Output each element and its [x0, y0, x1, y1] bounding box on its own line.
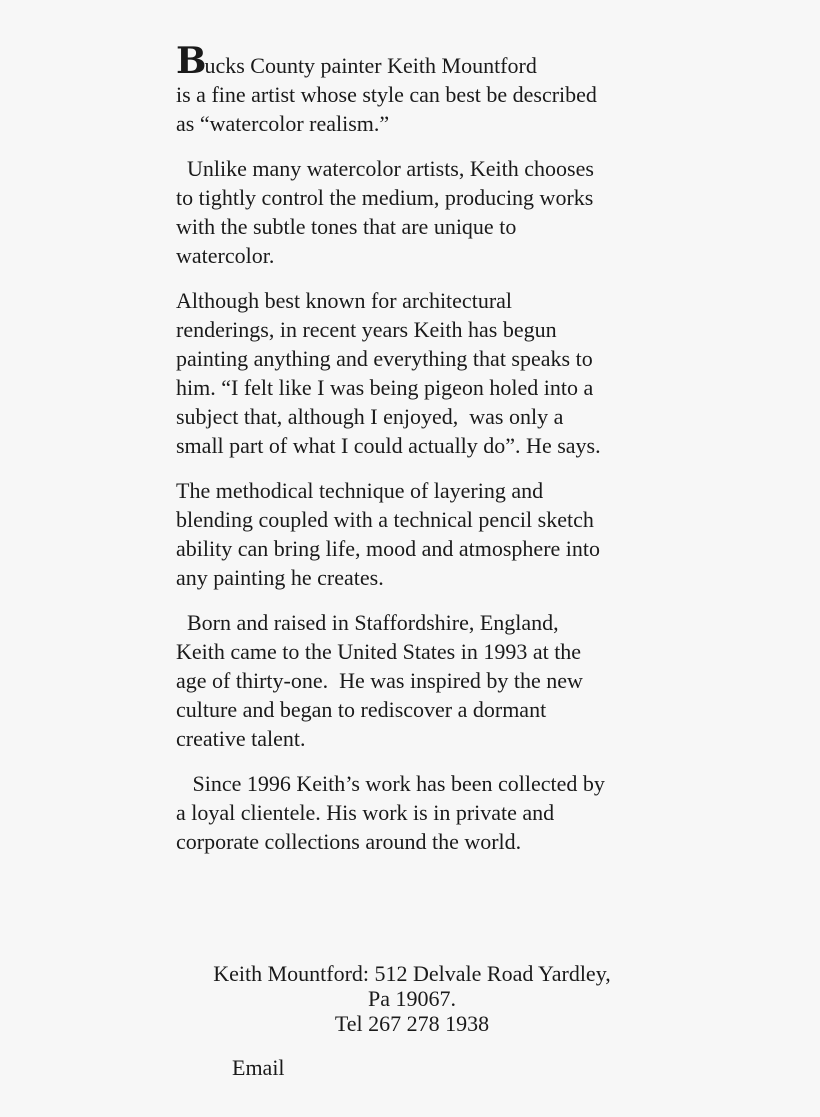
text-line: Keith came to the United States in 1993 at the — [176, 639, 582, 664]
text-line: Since 1996 Keith’s work has been collected by — [176, 771, 605, 796]
contact-phone: Tel 267 278 1938 — [334, 1011, 490, 1036]
text-line: age of thirty-one. He was inspired by the new — [176, 668, 583, 693]
text-line: Born and raised in Staffordshire, England, — [176, 610, 559, 635]
text-line: creative talent. — [176, 726, 306, 751]
text-line: ability can bring life, mood and atmosphere into — [176, 536, 601, 561]
text-line: culture and began to rediscover a dormant — [176, 697, 547, 722]
paragraph — [176, 154, 656, 270]
text-line: Unlike many watercolor artists, Keith chooses — [176, 156, 594, 181]
text-line-rest: ucks County painter Keith Mountford — [204, 53, 537, 78]
paragraph — [176, 286, 656, 460]
text-line: subject that, although I enjoyed, was only a — [176, 404, 564, 429]
article-body — [176, 40, 656, 872]
drop-cap: B — [176, 40, 205, 82]
paragraph — [176, 769, 656, 856]
email-label: Email — [232, 1055, 285, 1080]
text-line — [176, 40, 656, 82]
paragraph — [176, 476, 656, 592]
text-line: painting anything and everything that speaks to — [176, 346, 593, 371]
text-line: The methodical technique of layering and — [176, 478, 544, 503]
text-line: as “watercolor realism.” — [176, 111, 390, 136]
contact-block — [176, 961, 648, 1036]
contact-address: Keith Mountford: 512 Delvale Road Yardley, — [213, 961, 611, 986]
paragraph — [176, 40, 656, 138]
text-line: him. “I felt like I was being pigeon holed into a — [176, 375, 594, 400]
text-line: renderings, in recent years Keith has begun — [176, 317, 557, 342]
text-line: to tightly control the medium, producing works — [176, 185, 594, 210]
text-line: blending coupled with a technical pencil sketch — [176, 507, 594, 532]
text-line: Although best known for architectural — [176, 288, 513, 313]
paragraph — [176, 608, 656, 753]
text-line: a loyal clientele. His work is in private and — [176, 800, 555, 825]
text-line: corporate collections around the world. — [176, 829, 522, 854]
text-line: small part of what I could actually do”. He says. — [176, 433, 601, 458]
text-line: any painting he creates. — [176, 565, 384, 590]
text-line: is a fine artist whose style can best be described — [176, 82, 597, 107]
contact-address-zip: Pa 19067. — [368, 986, 456, 1011]
text-line: with the subtle tones that are unique to — [176, 214, 517, 239]
text-line: watercolor. — [176, 243, 275, 268]
